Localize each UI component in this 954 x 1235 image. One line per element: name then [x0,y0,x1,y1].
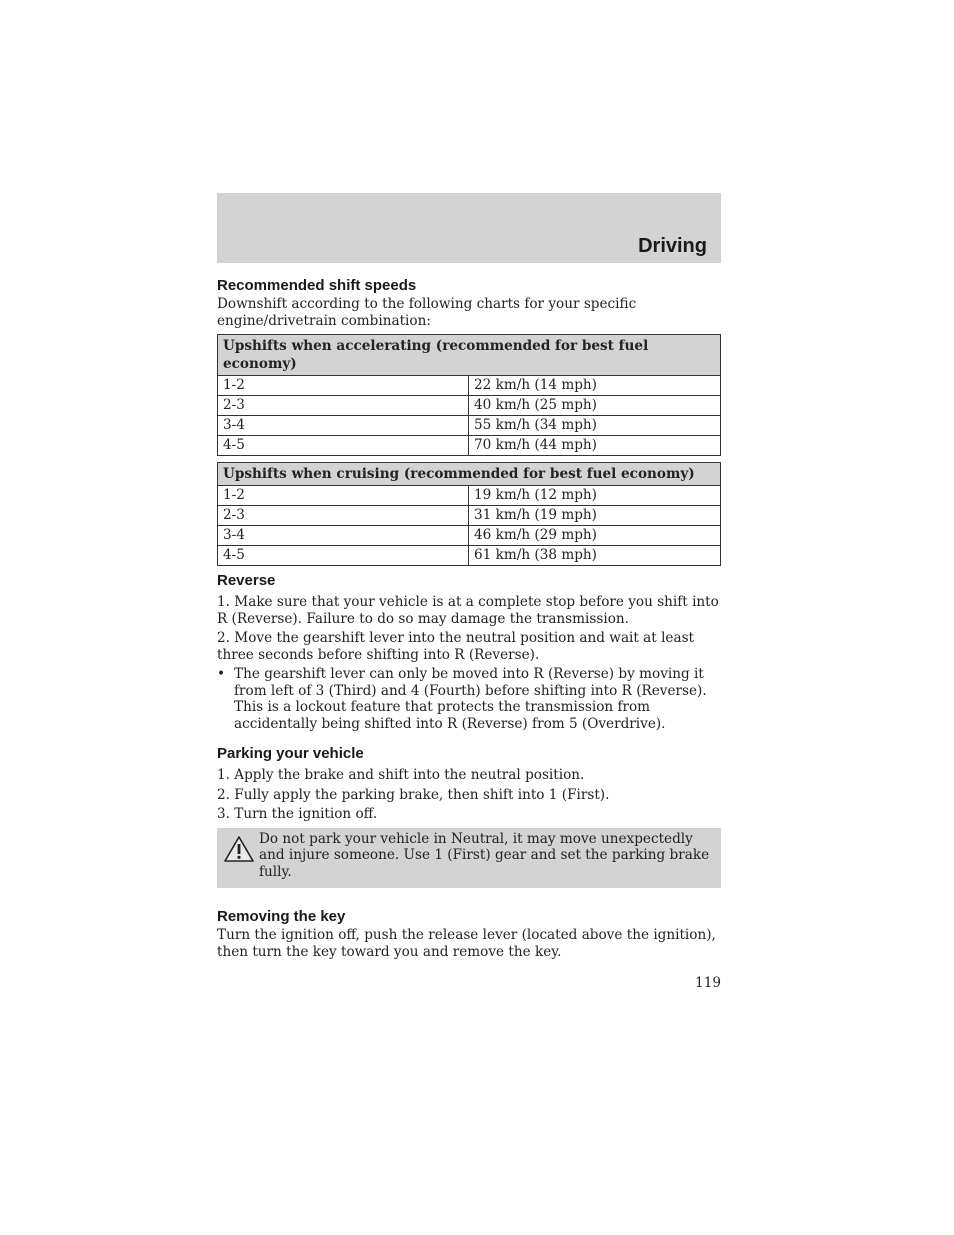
speed-cell: 61 km/h (38 mph) [469,546,721,566]
warning-box [217,828,721,889]
speed-cell: 70 km/h (44 mph) [469,436,721,456]
table-row [218,486,721,506]
section-heading-reverse: Reverse [217,572,276,589]
gear-cell: 2-3 [218,396,469,416]
speed-cell: 19 km/h (12 mph) [469,486,721,506]
table-row [218,506,721,526]
key-text: Turn the ignition off, push the release lever (located above the ignition), then turn the key toward you and remove the key. [217,927,716,960]
reverse-step-1: 1. Make sure that your vehicle is at a complete stop before you shift into R (Reverse). Failure to do so may damage the transmission. [217,594,719,627]
table-row [218,546,721,566]
section-heading-shift: Recommended shift speeds [217,277,417,294]
gear-cell: 4-5 [218,436,469,456]
gear-cell: 4-5 [218,546,469,566]
parking-step: 3. Turn the ignition off. [217,806,378,822]
reverse-step-2: 2. Move the gearshift lever into the neutral position and wait at least three seconds before shifting into R (Reverse). [217,630,695,663]
manual-page [217,193,721,991]
cruising-table-header: Upshifts when cruising (recommended for best fuel economy) [218,463,721,486]
table-row [218,436,721,456]
table-row [218,416,721,436]
parking-step: 2. Fully apply the parking brake, then shift into 1 (First). [217,786,610,803]
gear-cell: 2-3 [218,506,469,526]
table-row [218,396,721,416]
list-item [217,666,721,732]
speed-cell: 40 km/h (25 mph) [469,396,721,416]
gear-cell: 3-4 [218,416,469,436]
table-row [218,526,721,546]
speed-cell: 46 km/h (29 mph) [469,526,721,546]
speed-cell: 22 km/h (14 mph) [469,376,721,396]
gear-cell: 1-2 [218,376,469,396]
accelerating-table [217,334,721,456]
page-number: 119 [695,975,721,991]
section-heading-key: Removing the key [217,908,346,925]
table-row [218,376,721,396]
parking-step: 1. Apply the brake and shift into the neutral position. [217,767,585,783]
warning-text: Do not park your vehicle in Neutral, it may move unexpectedly and injure someone. Use 1 (First) gear and set the parking brake fully. [259,830,710,880]
gear-cell: 3-4 [218,526,469,546]
bullet-icon: • [217,666,226,682]
section-heading-parking: Parking your vehicle [217,745,364,762]
speed-cell: 31 km/h (19 mph) [469,506,721,526]
warning-triangle-icon [223,835,259,865]
chapter-title: Driving [638,235,707,257]
speed-cell: 55 km/h (34 mph) [469,416,721,436]
cruising-table [217,462,721,566]
reverse-bullet-text: The gearshift lever can only be moved into R (Reverse) by moving it from left of 3 (Third) and 4 (Fourth) before shifting into R (Reverse). This is a lockout feature that protects the transmission from accidentally being shifted into R (Reverse) from 5 (Overdrive). [234,666,707,732]
accelerating-table-header: Upshifts when accelerating (recommended for best fuel economy) [218,335,721,376]
gear-cell: 1-2 [218,486,469,506]
chapter-header [217,193,721,263]
shift-intro: Downshift according to the following charts for your specific engine/drivetrain combination: [217,296,637,329]
